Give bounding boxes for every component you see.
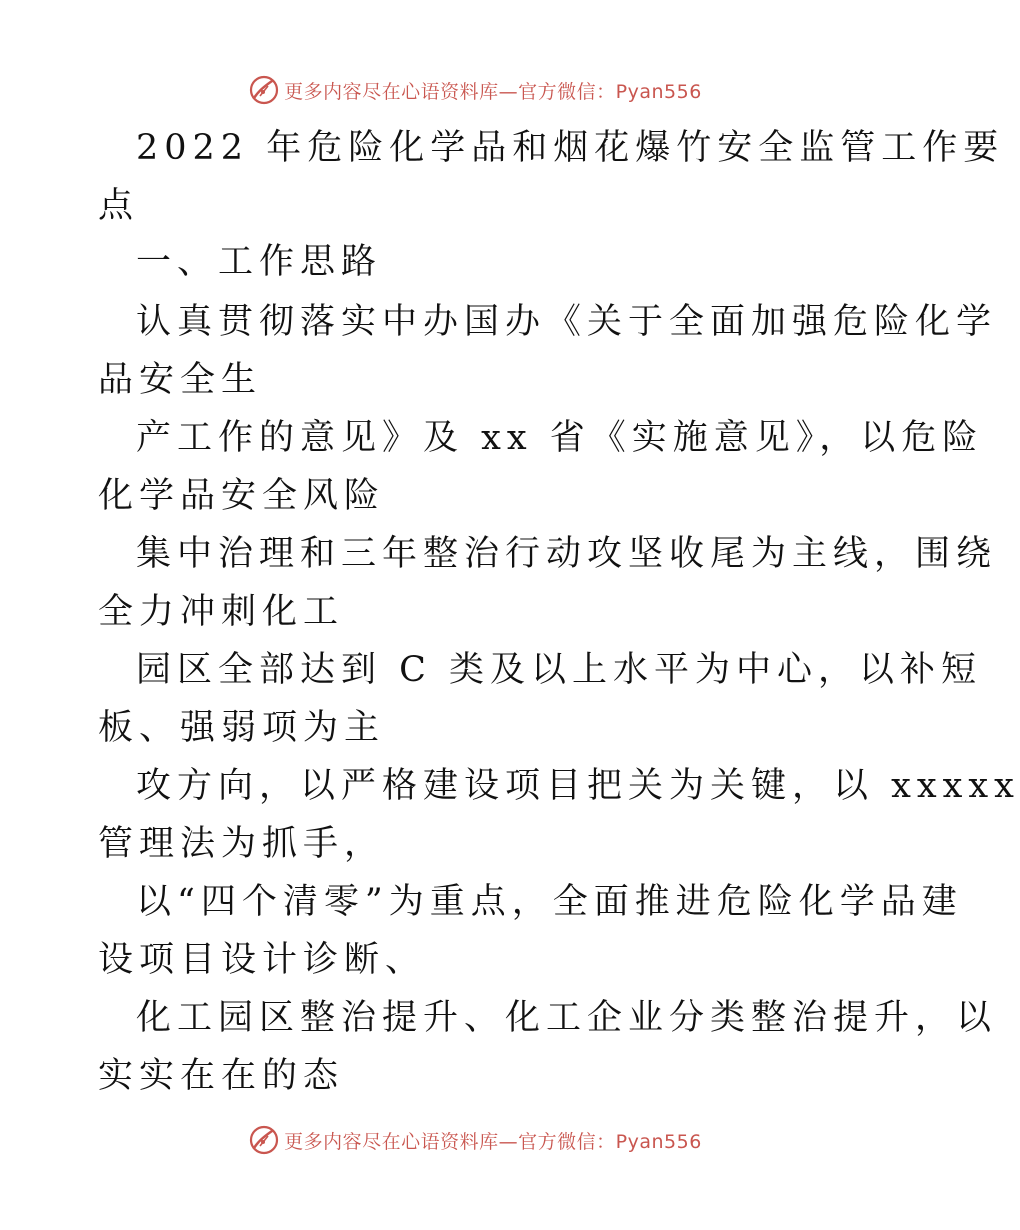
paragraph-line: 全力冲刺化工 bbox=[98, 592, 345, 632]
paragraph-line: 化工园区整治提升、化工企业分类整治提升，以 bbox=[136, 998, 998, 1038]
document-title-line-1: 2022 年危险化学品和烟花爆竹安全监管工作要 bbox=[136, 128, 1005, 168]
paragraph-line: 品安全生 bbox=[98, 360, 263, 400]
paragraph-line: 产工作的意见》及 xx 省《实施意见》，以危险 bbox=[136, 418, 984, 458]
paragraph-line: 化学品安全风险 bbox=[98, 476, 386, 516]
pen-logo-icon bbox=[248, 1124, 280, 1156]
banner-text: 更多内容尽在心语资料库—官方微信：Pyan556 bbox=[284, 80, 702, 103]
footer-banner bbox=[0, 1122, 950, 1158]
paragraph-line: 以“四个清零”为重点，全面推进危险化学品建 bbox=[136, 882, 963, 922]
paragraph-line: 认真贯彻落实中办国办《关于全面加强危险化学 bbox=[136, 302, 998, 342]
paragraph-line: 集中治理和三年整治行动攻坚收尾为主线，围绕 bbox=[136, 534, 998, 574]
paragraph-line: 实实在在的态 bbox=[98, 1056, 345, 1096]
paragraph-line: 攻方向，以严格建设项目把关为关键，以 xxxxx bbox=[136, 766, 1020, 806]
paragraph-line: 园区全部达到 C 类及以上水平为中心，以补短 bbox=[136, 650, 983, 690]
document-title-line-2: 点 bbox=[98, 186, 140, 226]
banner-text: 更多内容尽在心语资料库—官方微信：Pyan556 bbox=[284, 1130, 702, 1153]
paragraph-line: 管理法为抓手， bbox=[98, 824, 386, 864]
paragraph-line: 板、强弱项为主 bbox=[98, 708, 386, 748]
paragraph-line: 设项目设计诊断、 bbox=[98, 940, 427, 980]
section-heading: 一、工作思路 bbox=[136, 242, 383, 282]
